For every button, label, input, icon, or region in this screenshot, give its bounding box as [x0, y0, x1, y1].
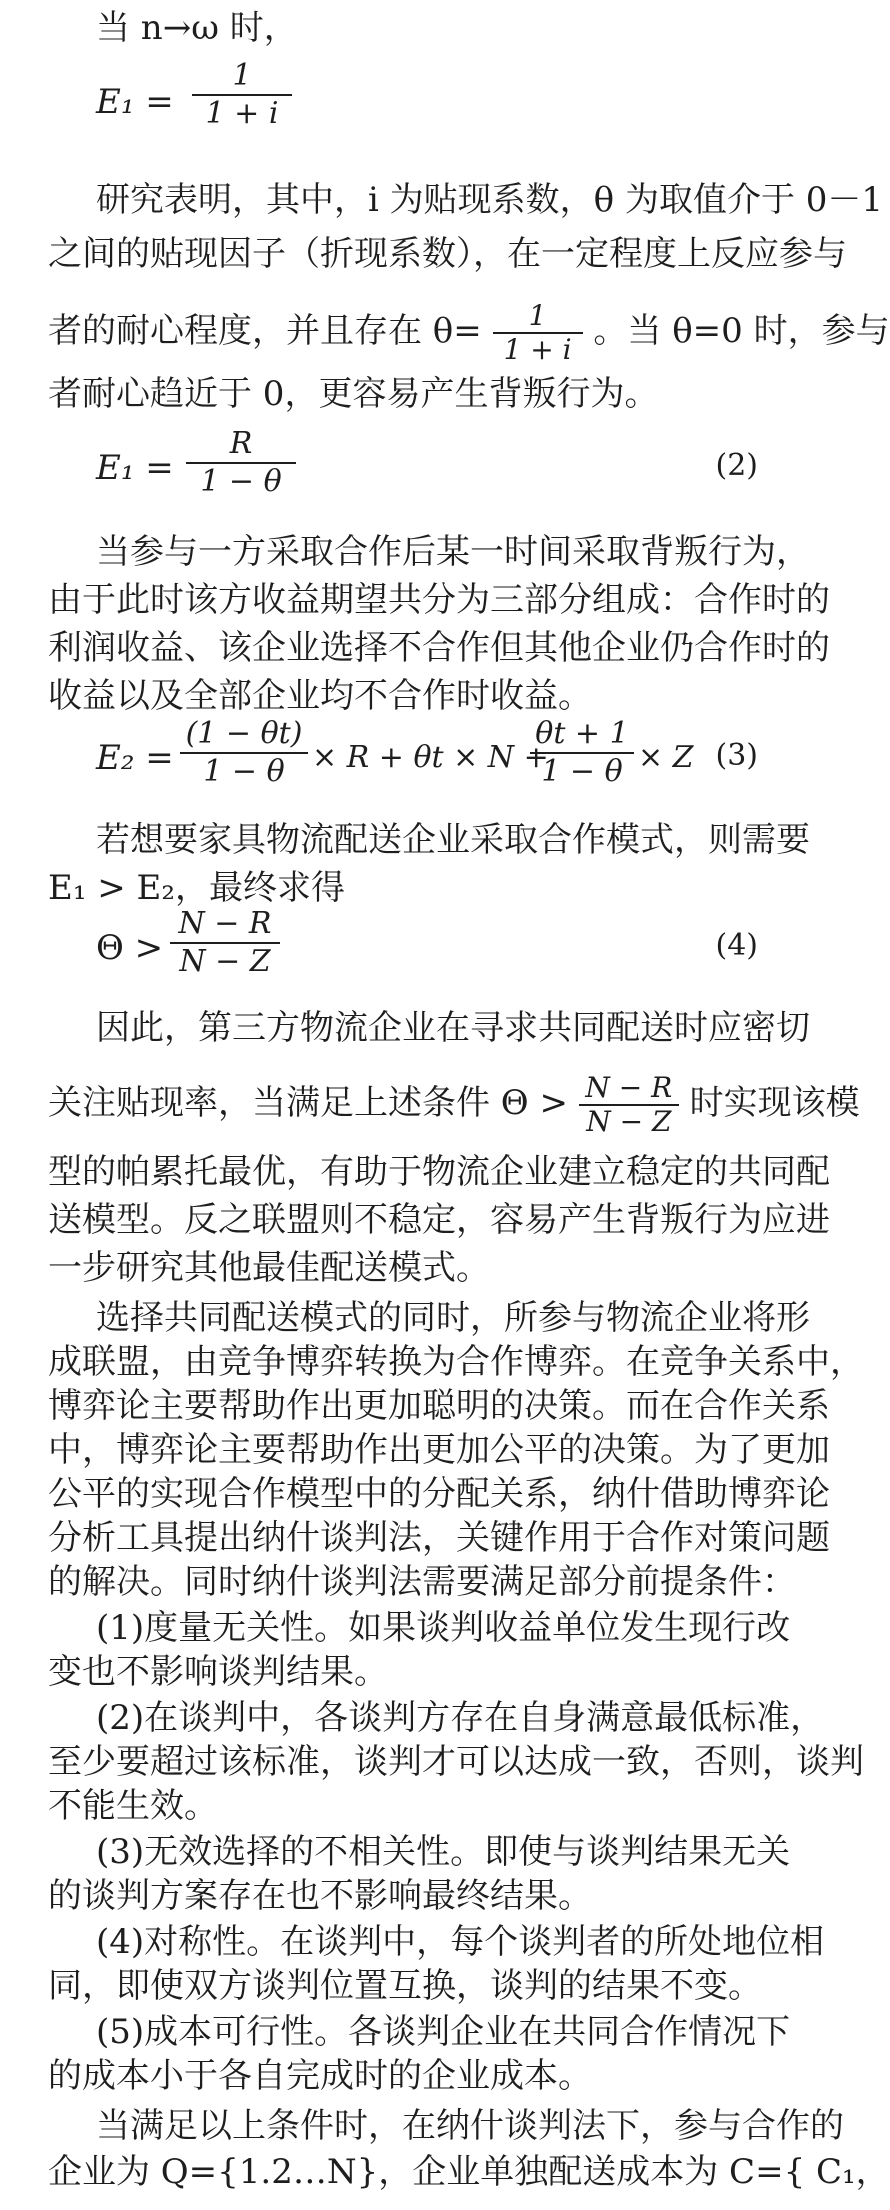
denominator: 1 − θ: [200, 464, 282, 499]
equation-middle: × R + θt × N +: [312, 740, 549, 775]
equation-lhs: E₁ =: [96, 448, 174, 488]
text-line: 企业为 Q={1.2…N}，企业单独配送成本为 C={ C₁，: [48, 2152, 890, 2192]
text-span: 者的耐心程度，并且存在 θ=: [48, 311, 482, 351]
equation-tail: × Z: [638, 740, 694, 775]
text-line: 若想要家具物流配送企业采取合作模式，则需要: [96, 820, 810, 860]
fraction: [170, 906, 280, 980]
numerator: N − R: [585, 1071, 673, 1104]
text-line: 之间的贴现因子（折现系数），在一定程度上反应参与: [48, 234, 847, 274]
text-line: 当参与一方采取合作后某一时间采取背叛行为，: [96, 532, 810, 572]
text-line: 因此，第三方物流企业在寻求共同配送时应密切: [96, 1008, 810, 1048]
equation-lhs: E₂ =: [96, 738, 174, 778]
condition-3: (3)无效选择的不相关性。即使与谈判结果无关: [96, 1832, 791, 1872]
fraction: [530, 716, 634, 790]
condition-3-cont: 的谈判方案存在也不影响最终结果。: [48, 1876, 592, 1916]
denominator: 1 − θ: [203, 754, 285, 789]
text-line: 由于此时该方收益期望共分为三部分组成：合作时的: [48, 580, 830, 620]
fraction: [180, 716, 308, 790]
text-line: 当 n→ω 时，: [96, 8, 298, 48]
text-line: 型的帕累托最优，有助于物流企业建立稳定的共同配: [48, 1152, 830, 1192]
denominator: 1 + i: [493, 332, 583, 366]
text-line: E₁ > E₂，最终求得: [48, 868, 346, 908]
text-line: 选择共同配送模式的同时，所参与物流企业将形: [96, 1298, 810, 1338]
condition-2: (2)在谈判中，各谈判方存在自身满意最低标准，: [96, 1698, 825, 1738]
text-line: 送模型。反之联盟则不稳定，容易产生背叛行为应进: [48, 1200, 830, 1240]
condition-5-cont: 的成本小于各自完成时的企业成本。: [48, 2056, 592, 2096]
equation-2: [96, 426, 758, 516]
numerator: R: [229, 426, 253, 461]
text-line: 博弈论主要帮助作出更加聪明的决策。而在合作关系: [48, 1386, 830, 1426]
numerator: (1 − θt): [185, 716, 303, 751]
denominator: N − Z: [179, 944, 271, 979]
text-line: [48, 1071, 860, 1138]
text-line: 成联盟，由竞争博弈转换为合作博弈。在竞争关系中，: [48, 1342, 864, 1382]
text-span: 关注贴现率，当满足上述条件 Θ >: [48, 1083, 568, 1123]
condition-1-cont: 变也不影响谈判结果。: [48, 1652, 388, 1692]
denominator: N − Z: [579, 1104, 679, 1138]
text-line: 研究表明，其中，i 为贴现系数，θ 为取值介于 0－1: [96, 180, 884, 220]
equation-e1: [96, 58, 758, 154]
numerator: 1: [528, 299, 547, 332]
text-span: 。当 θ=0 时，参与: [593, 311, 890, 351]
text-line: 的解决。同时纳什谈判法需要满足部分前提条件：: [48, 1562, 796, 1602]
equation-number: (4): [715, 928, 758, 963]
equation-3: [96, 716, 758, 806]
numerator: θt + 1: [535, 716, 629, 751]
text-line: 分析工具提出纳什谈判法，关键作用于合作对策问题: [48, 1518, 830, 1558]
denominator: 1 + i: [205, 96, 279, 131]
equation-number: (3): [715, 738, 758, 773]
condition-2-cont: 至少要超过该标准，谈判才可以达成一致，否则，谈判: [48, 1742, 864, 1782]
fraction: [192, 58, 292, 132]
inline-fraction: [579, 1072, 679, 1138]
equation-lhs: E₁ =: [96, 82, 174, 122]
condition-4: (4)对称性。在谈判中，每个谈判者的所处地位相: [96, 1922, 825, 1962]
text-line: 一步研究其他最佳配送模式。: [48, 1248, 490, 1288]
numerator: N − R: [178, 906, 272, 941]
condition-5: (5)成本可行性。各谈判企业在共同合作情况下: [96, 2012, 791, 2052]
text-line: [48, 299, 890, 366]
text-line: 者耐心趋近于 0，更容易产生背叛行为。: [48, 374, 659, 414]
numerator: 1: [232, 58, 252, 93]
text-span: 时实现该模: [689, 1083, 860, 1123]
fraction: [186, 426, 296, 500]
condition-4-cont: 同，即使双方谈判位置互换，谈判的结果不变。: [48, 1966, 762, 2006]
condition-2-cont: 不能生效。: [48, 1786, 218, 1826]
equation-number: (2): [715, 448, 758, 483]
condition-1: (1)度量无关性。如果谈判收益单位发生现行改: [96, 1608, 791, 1648]
text-line: 收益以及全部企业均不合作时收益。: [48, 676, 592, 716]
text-line: 利润收益、该企业选择不合作但其他企业仍合作时的: [48, 628, 830, 668]
text-line: 当满足以上条件时，在纳什谈判法下，参与合作的: [96, 2106, 844, 2146]
equation-lhs: Θ >: [96, 928, 164, 968]
equation-4: [96, 906, 758, 996]
text-line: 中，博弈论主要帮助作出更加公平的决策。为了更加: [48, 1430, 830, 1470]
text-line: 公平的实现合作模型中的分配关系，纳什借助博弈论: [48, 1474, 830, 1514]
denominator: 1 − θ: [541, 754, 623, 789]
inline-fraction: [493, 300, 583, 366]
